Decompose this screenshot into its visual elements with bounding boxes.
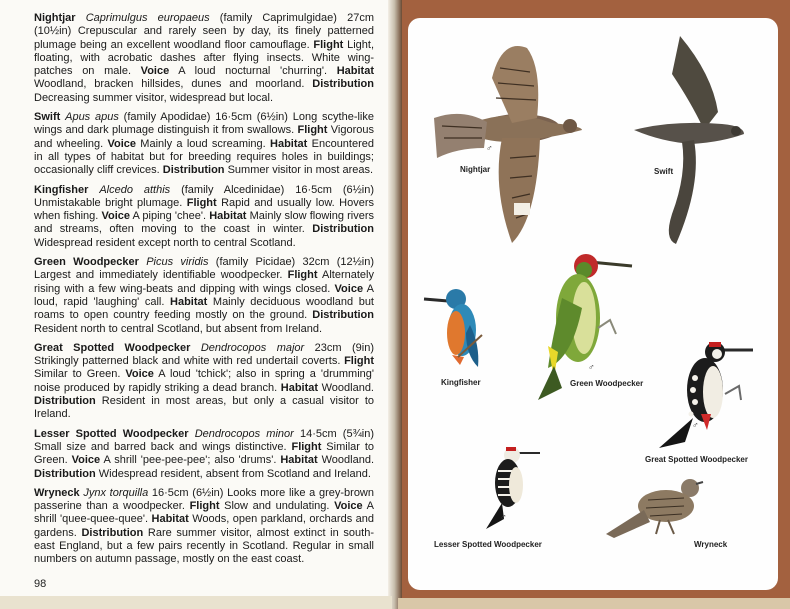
wryneck-illustration bbox=[604, 472, 704, 542]
caption-nightjar: Nightjar bbox=[460, 165, 491, 174]
species-entry: Green Woodpecker Picus viridis (family Picidae) 32cm (12½in) Largest and immediately identifiable woodpecker. Flight Alternately rising with a few wing-beats and dipping with wings closed. Voice A loud, rapid 'laughing' call. Habitat Mainly deciduous woodland but roams to open country feeding mostly on the ground. Distribution Resident north to central Scotland, but absent from Ireland. bbox=[34, 256, 374, 335]
species-name: Green Woodpecker bbox=[34, 256, 139, 269]
species-text-column bbox=[34, 12, 374, 573]
great-spotted-woodpecker-illustration bbox=[655, 338, 755, 450]
latin-name: Apus apus bbox=[65, 111, 119, 124]
male-symbol: ♂ bbox=[692, 420, 699, 430]
species-entry: Great Spotted Woodpecker Dendrocopos major 23cm (9in) Strikingly patterned black and white with red undertail coverts. Flight Similar to Green. Voice A loud 'tchick'; also in spring a 'drumming' noise produced by rapidly striking a dead branch. Habitat Woodland. Distribution Resident in most areas, but only a casual visitor to Ireland. bbox=[34, 341, 374, 421]
swift-illustration bbox=[632, 34, 747, 249]
male-symbol: ♂ bbox=[500, 512, 507, 522]
latin-name: Picus viridis bbox=[146, 256, 209, 269]
caption-swift: Swift bbox=[654, 167, 674, 176]
caption-great-spotted-woodpecker: Great Spotted Woodpecker bbox=[645, 455, 748, 464]
book-gutter bbox=[388, 0, 402, 609]
page-bottom-edge bbox=[0, 596, 392, 609]
species-name: Swift bbox=[34, 111, 61, 124]
caption-green-woodpecker: Green Woodpecker bbox=[570, 379, 644, 388]
male-symbol: ♂ bbox=[588, 362, 595, 372]
caption-wryneck: Wryneck bbox=[694, 540, 728, 549]
caption-kingfisher: Kingfisher bbox=[441, 378, 481, 387]
page-number: 98 bbox=[34, 578, 47, 590]
nightjar-illustration bbox=[432, 38, 592, 248]
kingfisher-illustration bbox=[422, 285, 492, 370]
species-entry: Swift Apus apus (family Apodidae) 16·5cm (6½in) Long scythe-like wings and dark plumage distinguish it from swallows. Flight Vigorous and wheeling. Voice Mainly a loud screaming. Habitat Encountered in all types of habitat but for breeding requires holes in buildings; occasionally cliff crevices. Distribution Summer visitor in most areas. bbox=[34, 111, 375, 177]
latin-name: Caprimulgus europaeus bbox=[85, 12, 210, 24]
species-name: Lesser Spotted Woodpecker bbox=[34, 427, 189, 440]
species-entry: Kingfisher Alcedo atthis (family Alcedinidae) 16·5cm (6½in) Unmistakable bright plumage. Flight Rapid and usually low. Hovers when fishing. Voice A piping 'chee'. Habitat Mainly slow flowing rivers and streams, often moving to the coast in winter. Distribution Widespread resident except north to central Scotland. bbox=[34, 183, 375, 249]
species-entry: Nightjar Caprimulgus europaeus (family Caprimulgidae) 27cm (10½in) Crepuscular and rarely seen by day, its finely patterned plumage being an excellent woodland floor camouflage. Flight Light, floating, with acrobatic dashes after flying insects. White wing-patches on male. Voice A loud nocturnal 'churring'. Habitat Woodland, bracken hillsides, dunes and moorland. Distribution Decreasing summer visitor, widespread but local. bbox=[34, 12, 375, 104]
species-name: Wryneck bbox=[34, 486, 80, 499]
latin-name: Dendrocopos major bbox=[200, 341, 305, 354]
lesser-spotted-woodpecker-illustration bbox=[482, 445, 542, 530]
species-entry: Lesser Spotted Woodpecker Dendrocopos minor 14·5cm (5¾in) Small size and barred back and wings distinctive. Flight Similar to Green. Voice A shrill 'pee-pee-pee'; also 'drums'. Habitat Woodland. Distribution Widespread resident, absent from Scotland and Ireland. bbox=[34, 427, 375, 480]
latin-name: Alcedo atthis bbox=[99, 183, 171, 196]
male-symbol: ♂ bbox=[486, 143, 493, 153]
species-name: Great Spotted Woodpecker bbox=[34, 341, 191, 354]
latin-name: Dendrocopos minor bbox=[194, 427, 294, 440]
latin-name: Jynx torquilla bbox=[83, 486, 149, 499]
species-name: Nightjar bbox=[34, 12, 76, 24]
caption-lesser-spotted-woodpecker: Lesser Spotted Woodpecker bbox=[434, 540, 542, 549]
species-entry: Wryneck Jynx torquilla 16·5cm (6½in) Looks more like a grey-brown passerine than a woodpecker. Flight Slow and undulating. Voice A shrill 'quee-quee-quee'. Habitat Woods, open parkland, orchards and gardens. Distribution Rare summer visitor, almost extinct in south-east England, but a few pairs recently in Scotland. Regular in small numbers on autumn passage, mostly on the east coast. bbox=[34, 486, 374, 566]
page-bottom-edge-right bbox=[398, 598, 790, 609]
species-name: Kingfisher bbox=[34, 183, 89, 196]
